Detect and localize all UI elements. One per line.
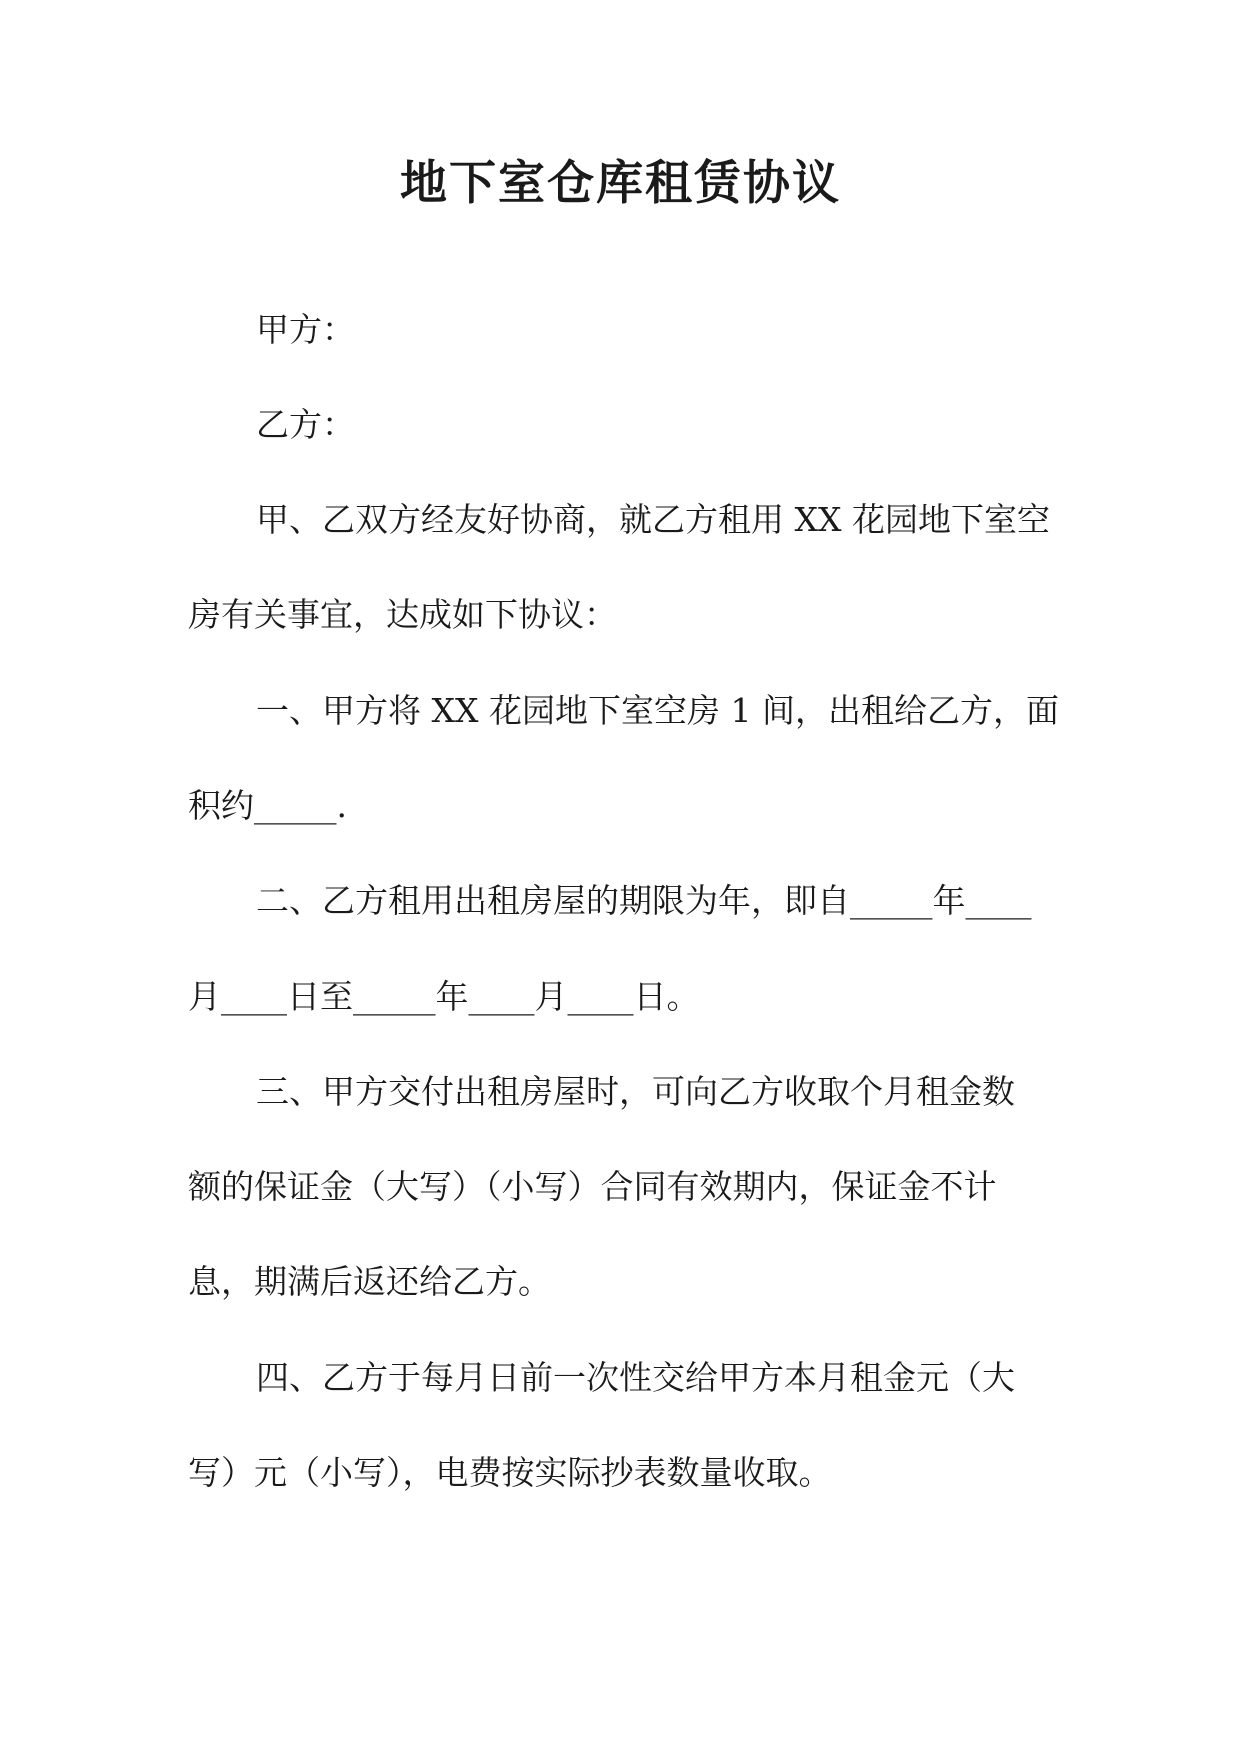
party-a-line: 甲方： <box>256 310 355 349</box>
clause-1-line-2: 积约_____. <box>188 786 347 825</box>
clause-2-line-2: 月____日至_____年____月____日。 <box>188 977 700 1016</box>
preamble-line-2: 房有关事宜，达成如下协议： <box>188 595 617 634</box>
clause-1-line-1: 一、甲方将 XX 花园地下室空房 1 间，出租给乙方，面 <box>256 691 1059 730</box>
clause-4-line-1: 四、乙方于每月日前一次性交给甲方本月租金元（大 <box>256 1358 1015 1397</box>
clause-2-line-1: 二、乙方租用出租房屋的期限为年，即自_____年____ <box>256 881 1032 920</box>
clause-3-line-1: 三、甲方交付出租房屋时，可向乙方收取个月租金数 <box>256 1072 1015 1111</box>
clause-3-line-2: 额的保证金（大写）（小写）合同有效期内，保证金不计 <box>188 1167 997 1206</box>
clause-4-line-2: 写）元（小写），电费按实际抄表数量收取。 <box>188 1453 832 1492</box>
party-b-line: 乙方： <box>256 405 355 444</box>
preamble-line-1: 甲、乙双方经友好协商，就乙方租用 XX 花园地下室空 <box>256 500 1050 539</box>
document-title: 地下室仓库租赁协议 <box>400 156 841 211</box>
clause-3-line-3: 息，期满后返还给乙方。 <box>188 1262 551 1301</box>
